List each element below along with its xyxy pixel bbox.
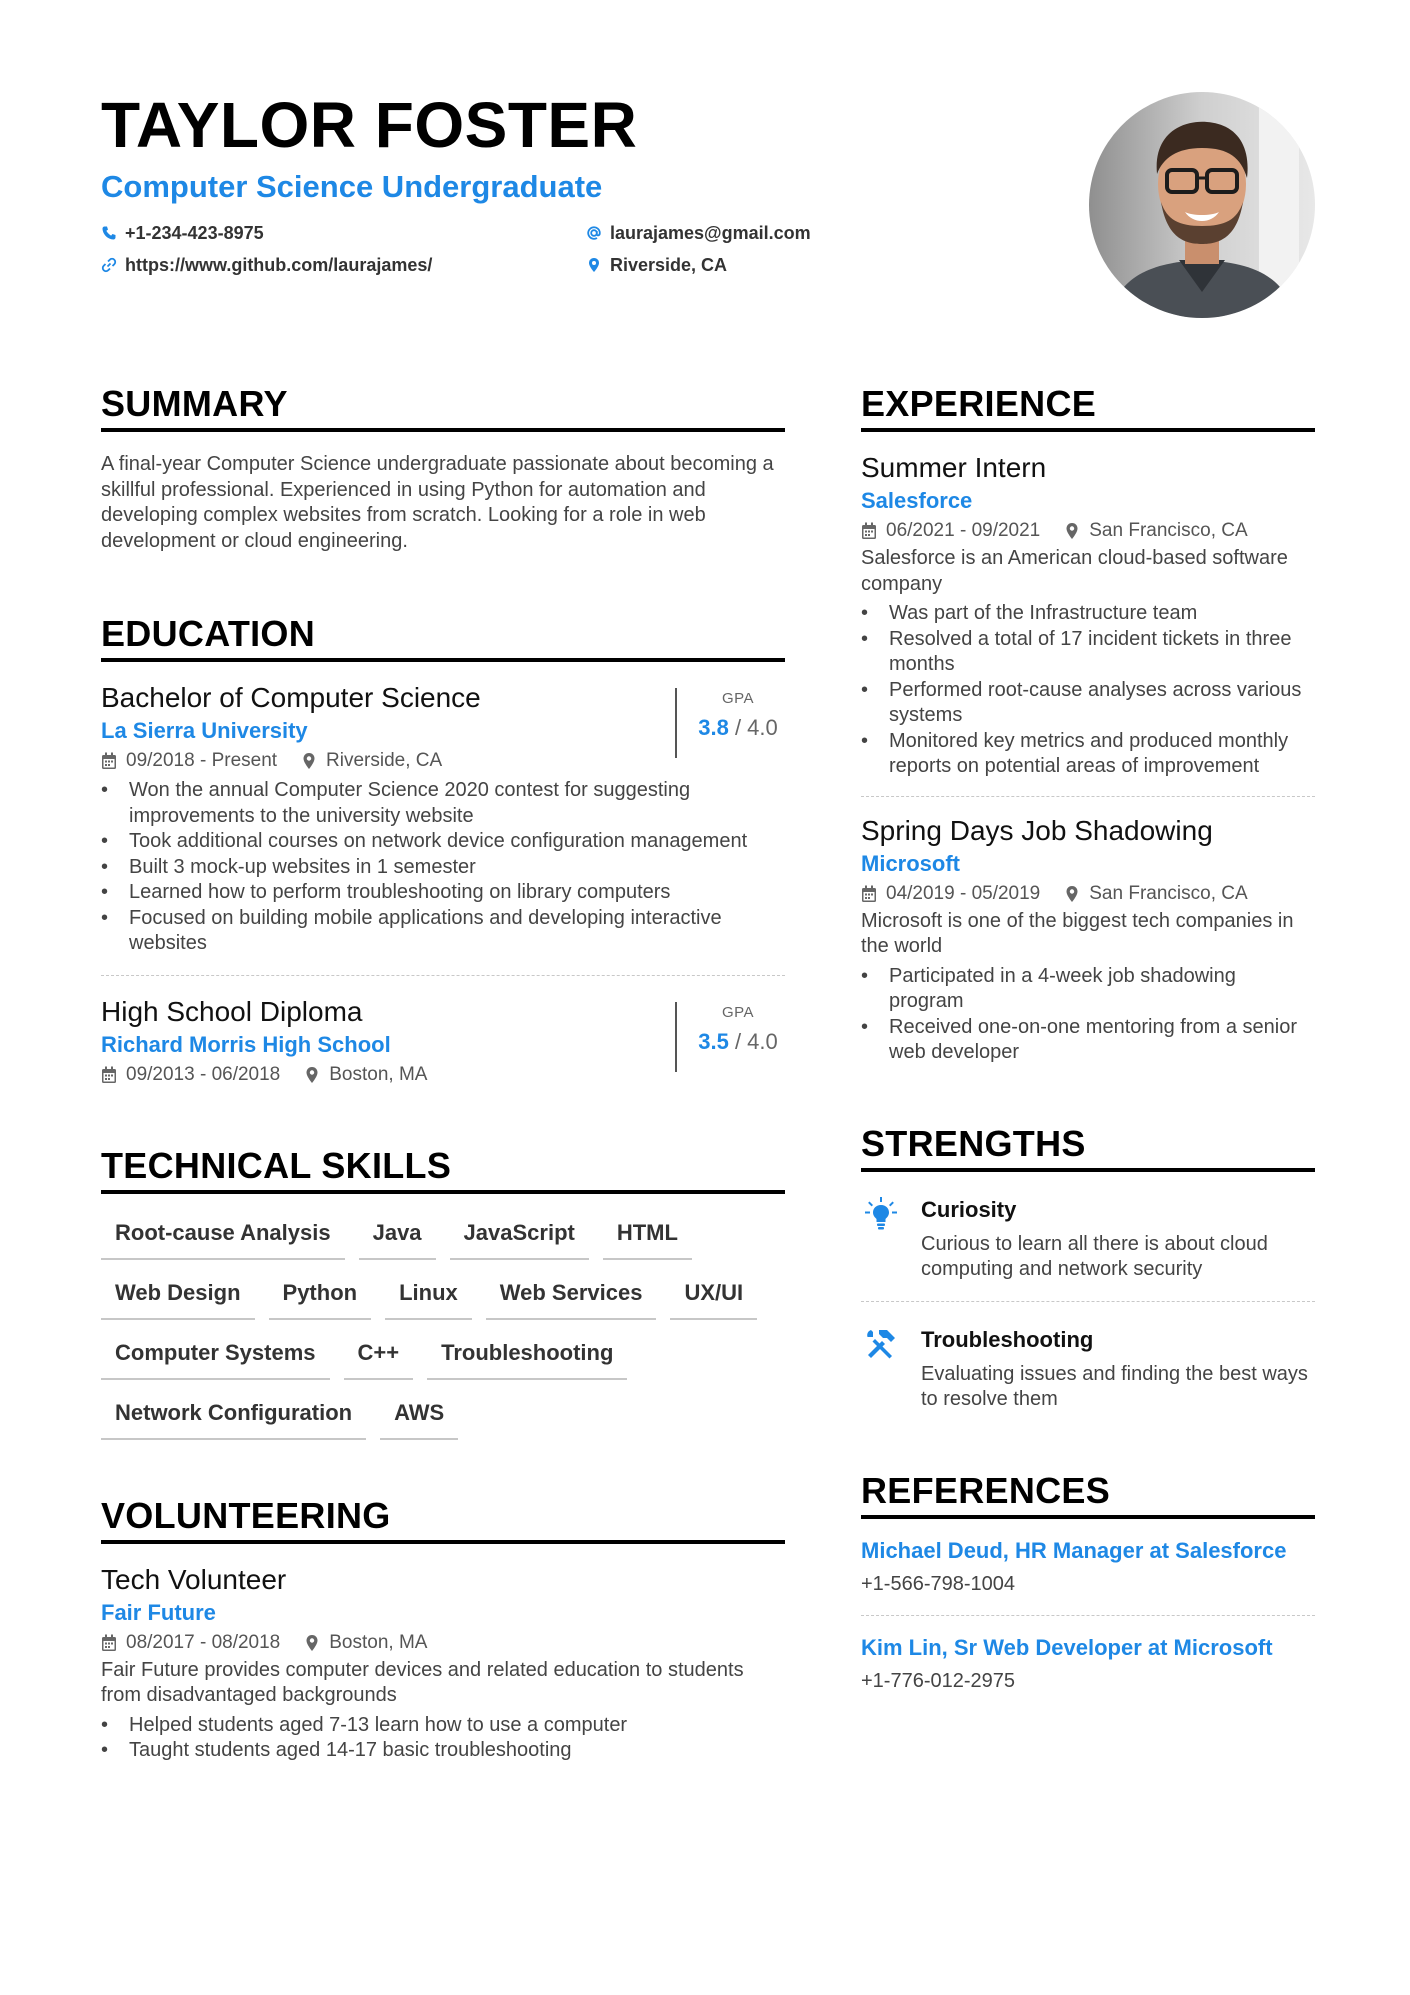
profile-photo (1089, 92, 1315, 318)
education-heading: EDUCATION (101, 612, 785, 662)
gpa-label: GPA (721, 1003, 755, 1021)
lightbulb-icon (861, 1194, 901, 1234)
volunteer-org: Fair Future (101, 1599, 216, 1625)
company-description: Microsoft is one of the biggest tech companies in the world (861, 909, 1294, 957)
strength-description: Evaluating issues and finding the best ways to resolve them (921, 1362, 1308, 1410)
volunteering-section (101, 1494, 785, 1764)
skill-tag: Root-cause Analysis (101, 1214, 345, 1260)
skill-tag: JavaScript (450, 1214, 589, 1260)
left-column (101, 382, 785, 1824)
entry-meta (861, 518, 1315, 544)
company-description: Salesforce is an American cloud-based software company (861, 547, 1288, 595)
reference-phone: +1-566-798-1004 (861, 1572, 1016, 1595)
entry-divider (861, 796, 1315, 797)
reference-item (861, 1616, 1315, 1694)
achievement-list (101, 778, 785, 957)
list-item: • Built 3 mock-up websites in 1 semester (101, 855, 785, 881)
references-section (861, 1469, 1315, 1694)
entry-dates: 04/2019 - 05/2019 (886, 882, 1041, 904)
list-item: • Performed root-cause analyses across various systems (861, 678, 1315, 729)
list-item: • Focused on building mobile applications and developing interactive websites (101, 906, 785, 957)
experience-heading: EXPERIENCE (861, 382, 1315, 432)
skill-tag: Python (269, 1274, 372, 1320)
volunteer-entry (101, 1562, 785, 1764)
skill-tag: Web Design (101, 1274, 255, 1320)
contact-location (586, 254, 986, 276)
experience-section (861, 382, 1315, 1066)
contact-info (101, 222, 1081, 276)
degree-title: High School Diploma (101, 995, 363, 1027)
summary-section (101, 382, 785, 554)
education-entry (101, 994, 785, 1088)
strength-item (861, 1302, 1315, 1413)
skill-tag: UX/UI (670, 1274, 757, 1320)
skill-tag: HTML (603, 1214, 692, 1260)
resume-header (101, 88, 1081, 276)
list-item: • Participated in a 4-week job shadowing program (861, 964, 1315, 1015)
gpa-value (691, 1029, 785, 1055)
calendar-icon (101, 752, 117, 770)
list-item: • Received one-on-one mentoring from a senior web developer (861, 1015, 1315, 1066)
link-icon (101, 257, 117, 273)
entry-meta (101, 1630, 785, 1656)
experience-entry (861, 813, 1315, 1066)
entry-dates: 09/2018 - Present (126, 750, 278, 771)
school-name: Richard Morris High School (101, 1031, 391, 1057)
volunteering-heading: VOLUNTEERING (101, 1494, 785, 1544)
gpa-box (675, 1002, 785, 1072)
company-name: Salesforce (861, 488, 973, 513)
candidate-name: TAYLOR FOSTER (101, 89, 638, 161)
strength-description: Curious to learn all there is about cloud computing and network security (921, 1232, 1268, 1280)
list-item: • Took additional courses on network device configuration management (101, 829, 785, 855)
contact-email[interactable] (586, 222, 986, 244)
list-item: • Learned how to perform troubleshooting on library computers (101, 880, 785, 906)
list-item: • Taught students aged 14-17 basic troubleshooting (101, 1738, 785, 1764)
achievement-list (861, 601, 1315, 780)
strength-title: Troubleshooting (921, 1326, 1094, 1352)
strength-title: Curiosity (921, 1196, 1017, 1222)
skills-section (101, 1144, 785, 1440)
achievement-list (101, 1713, 785, 1764)
entry-location: Boston, MA (329, 1631, 428, 1653)
gpa-score: 3.5 (698, 1028, 729, 1054)
calendar-icon (861, 885, 877, 903)
degree-title: Bachelor of Computer Science (101, 682, 481, 713)
references-heading: REFERENCES (861, 1469, 1315, 1519)
company-name: Microsoft (861, 850, 960, 876)
gpa-box (675, 688, 785, 758)
entry-location: San Francisco, CA (1089, 520, 1248, 541)
achievement-list (861, 964, 1315, 1066)
skill-tag: Computer Systems (101, 1334, 330, 1380)
skill-tag: Java (359, 1214, 436, 1260)
gpa-max: / 4.0 (734, 1028, 778, 1054)
right-column (861, 382, 1315, 1754)
reference-name[interactable]: Michael Deud, HR Manager at Salesforce (861, 1537, 1287, 1563)
strength-item (861, 1172, 1315, 1301)
volunteer-role: Tech Volunteer (101, 1563, 287, 1595)
education-section (101, 612, 785, 1088)
reference-name[interactable]: Kim Lin, Sr Web Developer at Microsoft (861, 1634, 1273, 1660)
map-pin-icon (1064, 522, 1080, 540)
entry-dates: 09/2013 - 06/2018 (126, 1063, 281, 1085)
skills-list (101, 1214, 785, 1440)
gpa-max: / 4.0 (734, 715, 778, 740)
skill-tag: Web Services (486, 1274, 657, 1320)
entry-dates: 08/2017 - 08/2018 (126, 1631, 281, 1653)
list-item: • Helped students aged 7-13 learn how to use a computer (101, 1713, 785, 1739)
tools-icon (861, 1324, 901, 1364)
summary-text: A final-year Computer Science undergraduate passionate about becoming a skillful professional. Experienced in using Python for automation and developing complex websites from scratch. Looking for a role in web development or cloud engineering. (101, 453, 774, 552)
summary-heading: SUMMARY (101, 382, 785, 432)
map-pin-icon (304, 1066, 320, 1084)
map-pin-icon (586, 257, 602, 273)
calendar-icon (861, 522, 877, 540)
location-text: Riverside, CA (610, 254, 728, 275)
job-title: Summer Intern (861, 452, 1047, 483)
list-item: • Monitored key metrics and produced monthly reports on potential areas of improvement (861, 729, 1315, 780)
skill-tag: Network Configuration (101, 1394, 366, 1440)
education-entry (101, 680, 785, 975)
map-pin-icon (301, 752, 317, 770)
list-item: • Won the annual Computer Science 2020 contest for suggesting improvements to the university website (101, 778, 785, 829)
skill-tag: AWS (380, 1394, 458, 1440)
map-pin-icon (1064, 885, 1080, 903)
entry-location: Riverside, CA (326, 750, 443, 771)
entry-meta (861, 881, 1315, 907)
gpa-label: GPA (721, 690, 755, 707)
org-description: Fair Future provides computer devices and related education to students from disadvantaged backgrounds (101, 1658, 744, 1706)
experience-entry (861, 450, 1315, 796)
calendar-icon (101, 1066, 117, 1084)
candidate-title: Computer Science Undergraduate (101, 169, 603, 204)
phone-icon (101, 225, 117, 241)
skill-tag: Linux (385, 1274, 472, 1320)
list-item: • Resolved a total of 17 incident tickets in three months (861, 627, 1315, 678)
job-title: Spring Days Job Shadowing (861, 814, 1213, 846)
calendar-icon (101, 1634, 117, 1652)
skill-tag: C++ (344, 1334, 414, 1380)
reference-item (861, 1519, 1315, 1615)
list-item: • Was part of the Infrastructure team (861, 601, 1315, 627)
skills-heading: TECHNICAL SKILLS (101, 1144, 785, 1194)
phone-text: +1-234-423-8975 (125, 222, 264, 243)
map-pin-icon (304, 1634, 320, 1652)
contact-website[interactable] (101, 254, 586, 276)
school-name: La Sierra University (101, 718, 308, 743)
skill-tag: Troubleshooting (427, 1334, 627, 1380)
contact-phone[interactable] (101, 222, 586, 244)
gpa-score: 3.8 (698, 715, 729, 740)
entry-divider (101, 975, 785, 976)
strengths-heading: STRENGTHS (861, 1122, 1315, 1172)
reference-phone: +1-776-012-2975 (861, 1669, 1016, 1692)
website-text: https://www.github.com/laurajames/ (125, 254, 433, 275)
at-icon (586, 225, 602, 241)
entry-location: Boston, MA (329, 1063, 428, 1085)
gpa-value (691, 715, 785, 741)
strengths-section (861, 1122, 1315, 1413)
email-text: laurajames@gmail.com (610, 222, 811, 243)
entry-dates: 06/2021 - 09/2021 (886, 520, 1041, 541)
entry-location: San Francisco, CA (1089, 882, 1248, 904)
